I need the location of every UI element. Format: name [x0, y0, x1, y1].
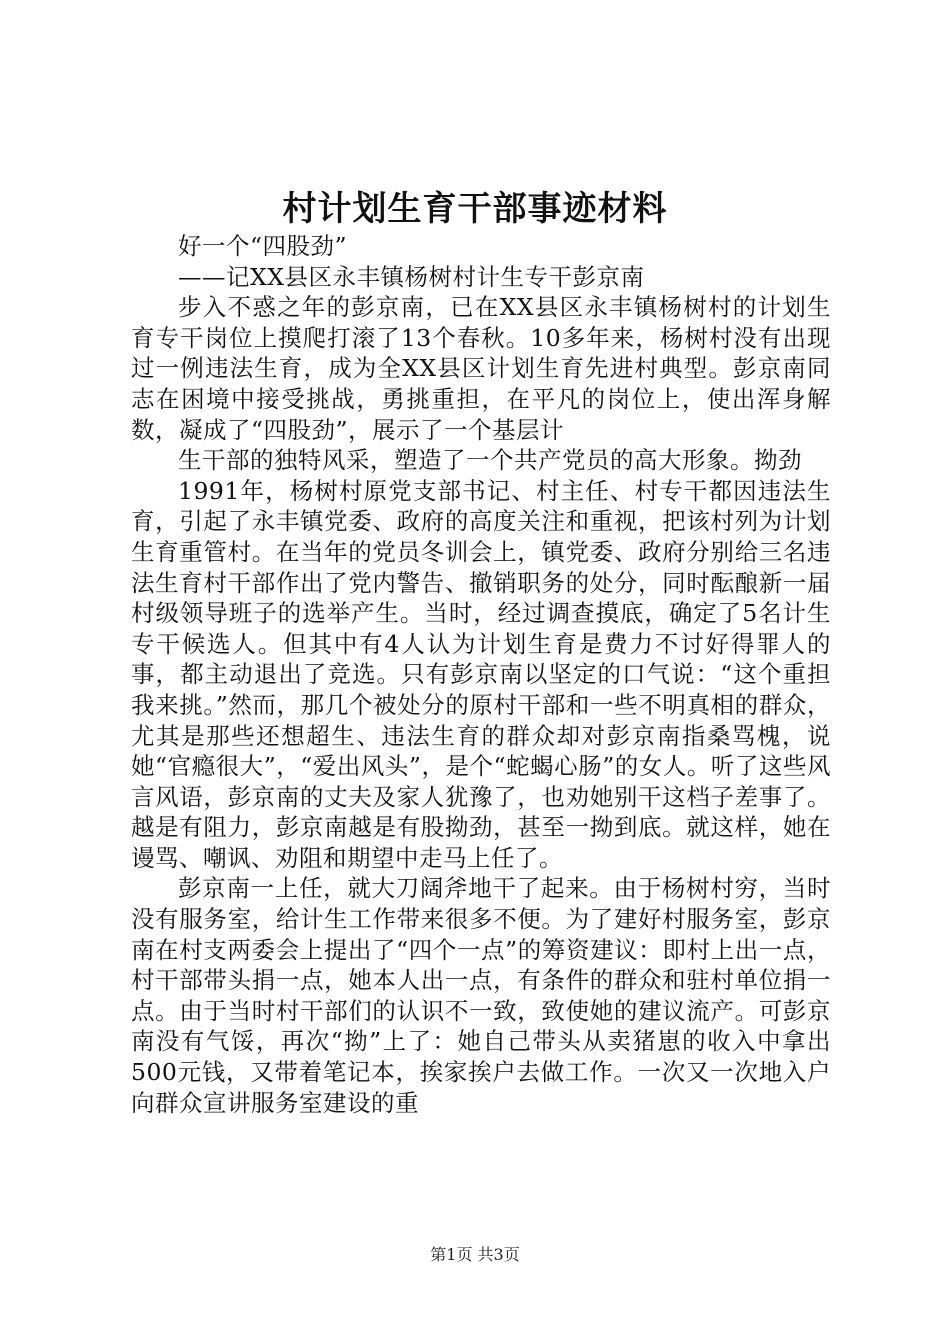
body-paragraph: 生干部的独特风采，塑造了一个共产党员的高大形象。拗劲	[178, 446, 802, 475]
body-paragraph: 1991年，杨树村原党支部书记、村主任、村专干都因违法生育，引起了永丰镇党委、政府的高度关注和重视，把该村列为计划生育重管村。在当年的党员冬训会上，镇党委、政府分别给三名违法生育村干部作出了党内警告、撤销职务的处分，同时酝酿新一届村级领导班子的选举产生。当时，经过调查摸底，确定了5名计生专干候选人。但其中有4人认为计划生育是费力不讨好得罪人的事，都主动退出了竞选。只有彭京南以坚定的口气说：“这个重担我来挑。”然而，那几个被处分的原村干部和一些不明真相的群众，尤其是那些还想超生、违法生育的群众却对彭京南指桑骂槐，说她“官瘾很大”，“爱出风头”，是个“蛇蝎心肠”的女人。听了这些风言风语，彭京南的丈夫及家人犹豫了，也劝她别干这档子差事了。越是有阻力，彭京南越是有股拗劲，甚至一拗到底。就这样，她在谩骂、嘲讽、劝阻和期望中走马上任了。	[131, 476, 831, 872]
document-title: 村计划生育干部事迹材料	[282, 189, 668, 229]
document-body	[131, 231, 831, 1118]
page-number-footer: 第1页 共3页	[430, 1245, 520, 1264]
subheading-paragraph: ——记XX县区永丰镇杨树村计生专干彭京南	[178, 262, 645, 291]
body-paragraph: 步入不惑之年的彭京南，已在XX县区永丰镇杨树村的计划生育专干岗位上摸爬打滚了13个春秋。10多年来，杨树村没有出现过一例违法生育，成为全XX县区计划生育先进村典型。彭京南同志在困境中接受挑战，勇挑重担，在平凡的岗位上，使出浑身解数，凝成了“四股劲”，展示了一个基层计	[131, 293, 831, 444]
heading-paragraph: 好一个“四股劲”	[178, 232, 348, 260]
body-paragraph: 彭京南一上任，就大刀阔斧地干了起来。由于杨树村穷，当时没有服务室，给计生工作带来很多不便。为了建好村服务室，彭京南在村支两委会上提出了“四个一点”的筹资建议：即村上出一点，村干部带头捐一点，她本人出一点，有条件的群众和驻村单位捐一点。由于当时村干部们的认识不一致，致使她的建议流产。可彭京南没有气馁，再次“拗”上了：她自己带头从卖猪崽的收入中拿出500元钱，又带着笔记本，挨家挨户去做工作。一次又一次地入户向群众宣讲服务室建设的重	[131, 874, 831, 1117]
